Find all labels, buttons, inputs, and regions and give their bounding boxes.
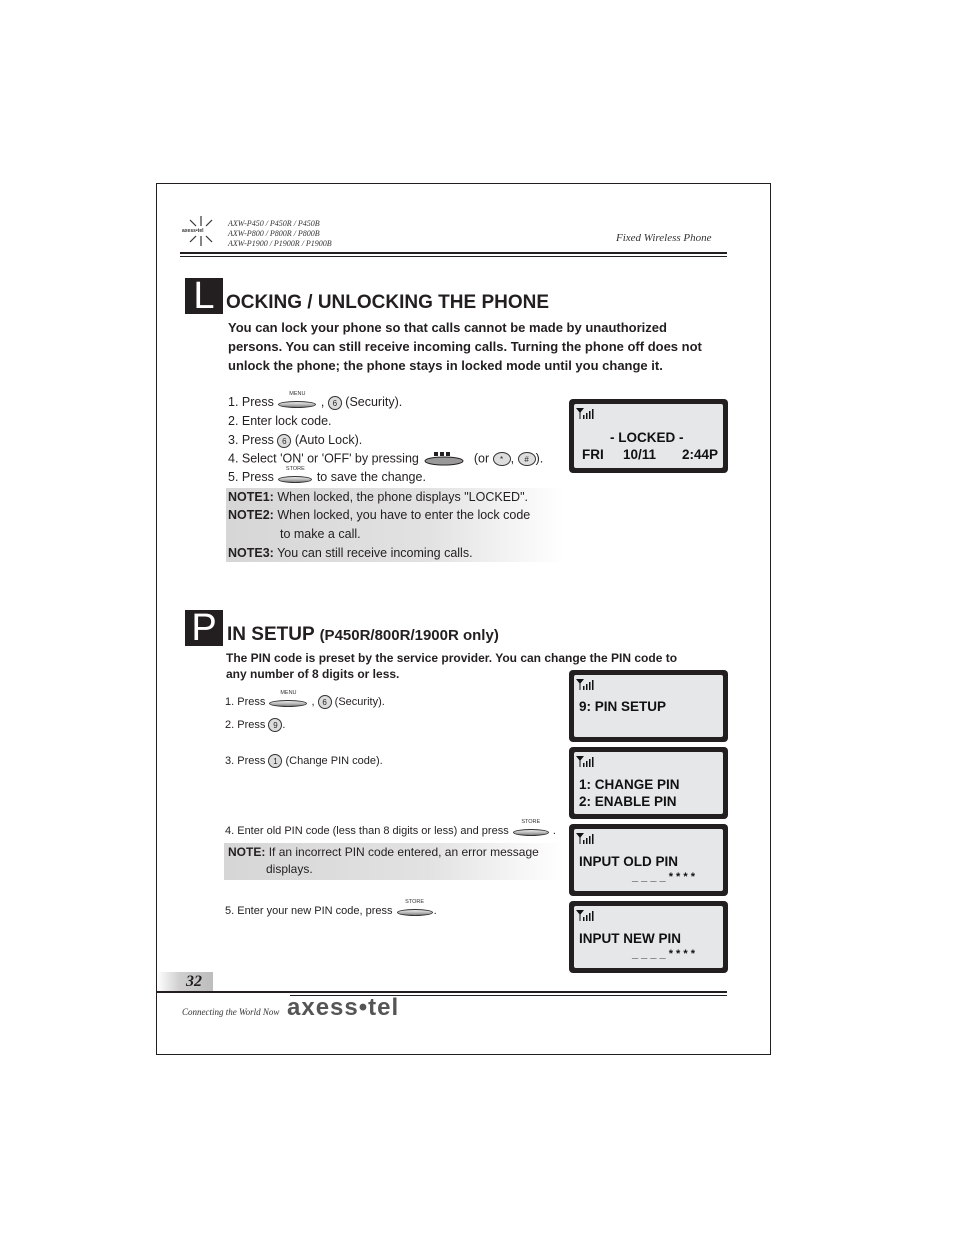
lcd-change-pin — [569, 747, 728, 819]
lcd-line: 2: ENABLE PIN — [579, 794, 677, 809]
step-text: . — [282, 718, 286, 731]
lcd-date: 10/11 — [623, 447, 657, 462]
product-name: Fixed Wireless Phone — [616, 232, 712, 244]
pin-note-cont: displays. — [266, 862, 313, 876]
step-text: , — [510, 451, 515, 466]
lcd-locked — [569, 399, 728, 473]
key-label: MENU — [289, 390, 306, 397]
step-text: (Security). — [345, 395, 403, 409]
lcd-locked-text: - LOCKED - — [610, 430, 684, 445]
step-text: (or — [473, 451, 490, 466]
lock-intro: You can lock your phone so that calls cannot be made by unauthorized persons. You can still receive incoming calls. Turning the phone off does not unlock the phone; the phone stays in locked mode until you change it. — [228, 320, 702, 373]
pin-step-1 — [225, 690, 385, 709]
step-text: (Auto Lock). — [294, 433, 363, 447]
section-title-pin — [227, 624, 499, 646]
note-text: When locked, you have to enter the lock code — [277, 508, 531, 522]
pin-step-5 — [225, 899, 437, 917]
title-text: IN SETUP — [227, 624, 315, 645]
step-text: 3. Press — [225, 754, 266, 767]
note-text: If an incorrect PIN code entered, an error message — [268, 845, 539, 859]
key-6-icon: 6 — [277, 434, 291, 448]
signal-icon — [576, 755, 594, 767]
lcd-pin-mask: _ _ _ _ * * * * — [632, 948, 695, 960]
page-number-bar — [157, 972, 213, 991]
section-initial-p: P — [185, 610, 223, 646]
lcd-time: 2:44P — [682, 447, 719, 462]
model-line: AXW-P450 / P450R / P450B — [228, 219, 320, 228]
lock-step-4 — [228, 451, 543, 467]
hash-key-icon: # — [518, 452, 536, 466]
note-text: When locked, the phone displays "LOCKED". — [277, 490, 528, 504]
signal-icon — [576, 909, 594, 921]
footer-rule — [157, 991, 727, 993]
note-label: NOTE2: — [228, 508, 274, 522]
header-rule-thin — [180, 256, 727, 257]
step-text: . — [433, 905, 437, 917]
note-label: NOTE3: — [228, 546, 274, 560]
page-number: 32 — [186, 973, 202, 990]
pin-note — [228, 845, 539, 859]
step-text: (Security). — [334, 695, 385, 708]
lock-step-2: 2. Enter lock code. — [228, 414, 332, 428]
menu-key-icon — [269, 690, 307, 708]
section-title-lock: OCKING / UNLOCKING THE PHONE — [226, 292, 550, 313]
pin-step-4 — [225, 819, 556, 837]
store-key-icon — [278, 465, 312, 484]
step-text: . — [552, 825, 556, 837]
step-text: 3. Press — [228, 433, 274, 447]
note-text: You can still receive incoming calls. — [277, 546, 473, 560]
step-text: 1. Press — [228, 395, 274, 409]
star-key-icon: * — [493, 452, 511, 466]
step-text: ). — [535, 451, 544, 466]
step-text: 4. Enter old PIN code (less than 8 digits or less) and press — [225, 825, 509, 837]
key-9-icon: 9 — [268, 718, 282, 732]
step-text: , — [320, 395, 325, 409]
step-text: 4. Select 'ON' or 'OFF' by pressing — [228, 451, 419, 466]
lock-step-1 — [228, 390, 403, 410]
title-subtitle: (P450R/800R/1900R only) — [319, 627, 499, 644]
note-2 — [228, 508, 530, 522]
signal-icon — [576, 678, 594, 690]
step-text: to save the change. — [316, 470, 426, 484]
lock-step-5 — [228, 465, 426, 484]
key-label: STORE — [405, 899, 425, 906]
key-label: STORE — [521, 819, 541, 826]
header-rule — [180, 252, 727, 254]
lcd-line: INPUT OLD PIN — [579, 854, 679, 869]
key-label: STORE — [285, 465, 305, 472]
pin-step-2 — [225, 718, 285, 732]
store-key-icon — [397, 899, 433, 917]
key-6-icon: 6 — [328, 396, 342, 410]
pin-step-3 — [225, 754, 383, 768]
step-text: , — [311, 695, 315, 708]
note-label: NOTE1: — [228, 490, 274, 504]
note-label: NOTE: — [228, 845, 266, 859]
note-2-cont: to make a call. — [280, 527, 361, 541]
header-logo-text: axess•tel — [182, 228, 204, 234]
lcd-input-old-pin — [569, 824, 728, 896]
key-label: MENU — [280, 690, 297, 696]
key-6-icon: 6 — [318, 695, 332, 709]
store-key-icon — [513, 819, 549, 837]
key-1-icon: 1 — [268, 754, 282, 768]
step-text: 5. Press — [228, 470, 274, 484]
step-text: 5. Enter your new PIN code, press — [225, 905, 393, 917]
model-list — [228, 219, 332, 249]
model-line: AXW-P1900 / P1900R / P1900B — [228, 239, 332, 248]
nav-key-icon — [424, 451, 468, 467]
footer-tagline: Connecting the World Now — [182, 1007, 280, 1017]
lcd-line: 9: PIN SETUP — [579, 699, 667, 714]
pin-intro: The PIN code is preset by the service provider. You can change the PIN code to any number of 8 digits or less. — [226, 651, 678, 681]
lcd-pin-mask: _ _ _ _ * * * * — [632, 871, 695, 883]
footer-brand-logo: axess•tel — [287, 994, 400, 1021]
model-line: AXW-P800 / P800R / P800B — [228, 229, 320, 238]
note-3 — [228, 546, 473, 560]
lock-step-3 — [228, 433, 362, 448]
lcd-line: INPUT NEW PIN — [579, 931, 682, 946]
step-text: (Change PIN code). — [285, 754, 383, 767]
step-text: 1. Press — [225, 695, 266, 708]
lcd-line: 1: CHANGE PIN — [579, 777, 680, 792]
note-1 — [228, 490, 528, 504]
section-initial-l: L — [185, 278, 223, 314]
lcd-day: FRI — [582, 447, 604, 462]
step-text: 2. Press — [225, 718, 266, 731]
lcd-pin-setup — [569, 670, 728, 742]
lcd-input-new-pin — [569, 901, 728, 973]
signal-icon — [576, 407, 594, 419]
signal-icon — [576, 832, 594, 844]
menu-key-icon — [278, 390, 316, 409]
